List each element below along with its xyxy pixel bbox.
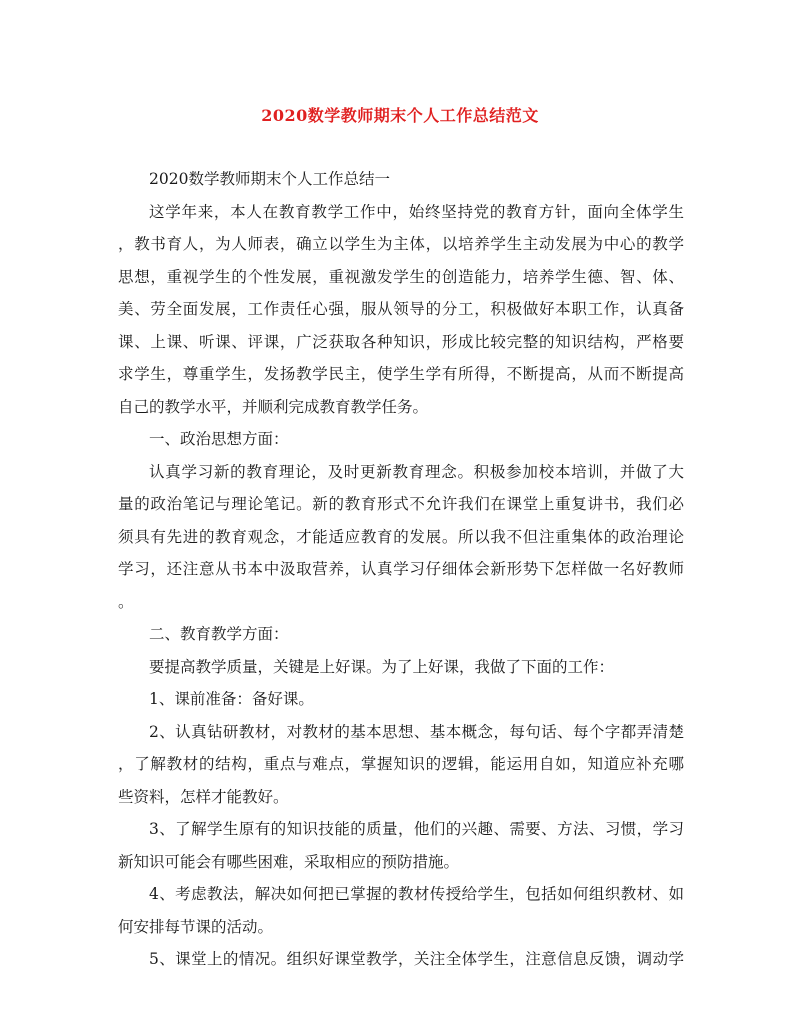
paragraph-line: 。 — [118, 592, 134, 611]
paragraph-line: 新知识可能会有哪些困难，采取相应的预防措施。 — [118, 852, 460, 871]
list-item: 2、认真钻研教材，对教材的基本思想、基本概念，每句话、每个字都弄清楚 — [149, 722, 684, 741]
section-heading: 2020数学教师期末个人工作总结一 — [149, 170, 390, 188]
paragraph-line: 何安排每节课的活动。 — [118, 917, 274, 936]
paragraph-line: ，了解教材的结构，重点与难点，掌握知识的逻辑，能运用自如，知道应补充哪 — [118, 755, 684, 773]
document-body — [118, 163, 684, 976]
list-item: 1、课前准备：备好课。 — [149, 690, 314, 708]
paragraph-line: 认真学习新的教育理论，及时更新教育理念。积极参加校本培训，并做了大 — [149, 462, 684, 481]
paragraph-line: 这学年来，本人在教育教学工作中，始终坚持党的教育方针，面向全体学生 — [149, 202, 684, 221]
paragraph-line: 思想，重视学生的个性发展，重视激发学生的创造能力，培养学生德、智、体、 — [118, 267, 684, 286]
paragraph-line: 自己的教学水平，并顺利完成教育教学任务。 — [118, 397, 429, 416]
paragraph-line: 学习，还注意从书本中汲取营养，认真学习仔细体会新形势下怎样做一名好教师 — [118, 560, 684, 578]
section-heading: 一、政治思想方面： — [149, 430, 289, 448]
paragraph-line: 美、劳全面发展，工作责任心强，服从领导的分工，积极做好本职工作，认真备 — [118, 300, 684, 318]
list-item: 4、考虑教法，解决如何把已掌握的教材传授给学生，包括如何组织教材、如 — [149, 885, 684, 903]
list-item: 5、课堂上的情况。组织好课堂教学，关注全体学生，注意信息反馈，调动学 — [149, 950, 684, 968]
paragraph-line: 求学生，尊重学生，发扬教学民主，使学生学有所得，不断提高，从而不断提高 — [118, 365, 684, 383]
list-item: 3、了解学生原有的知识技能的质量，他们的兴趣、需要、方法、习惯，学习 — [149, 820, 684, 838]
section-heading: 二、教育教学方面： — [149, 625, 289, 643]
document-title: 2020数学教师期末个人工作总结范文 — [261, 106, 539, 125]
paragraph-line: ，教书育人，为人师表，确立以学生为主体，以培养学生主动发展为中心的教学 — [118, 235, 684, 253]
paragraph-line: 要提高教学质量，关键是上好课。为了上好课，我做了下面的工作： — [149, 657, 615, 676]
paragraph-line: 量的政治笔记与理论笔记。新的教育形式不允许我们在课堂上重复讲书，我们必 — [118, 495, 684, 513]
paragraph-line: 课、上课、听课、评课，广泛获取各种知识，形成比较完整的知识结构，严格要 — [118, 332, 684, 351]
paragraph-line: 些资料，怎样才能教好。 — [118, 787, 289, 806]
paragraph-line: 须具有先进的教育观念，才能适应教育的发展。所以我不但注重集体的政治理论 — [118, 527, 684, 546]
